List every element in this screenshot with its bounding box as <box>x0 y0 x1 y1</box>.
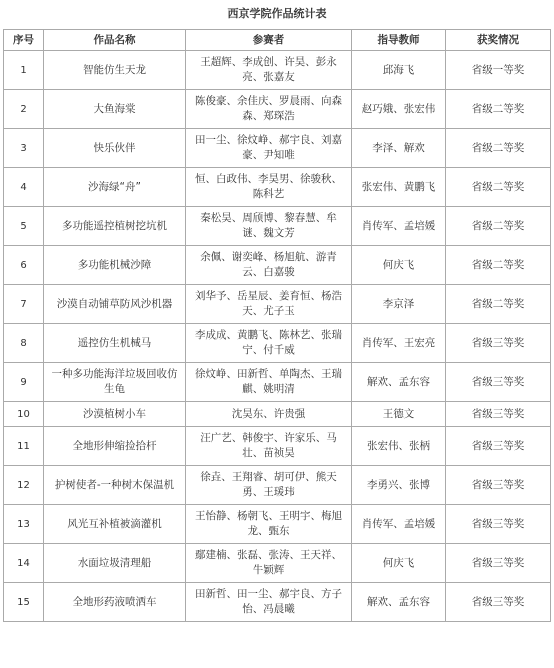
award: 省级二等奖 <box>446 168 551 207</box>
award: 省级二等奖 <box>446 90 551 129</box>
advisors: 赵巧娥、张宏伟 <box>352 90 446 129</box>
participants: 鄢建楠、张磊、张涛、王天祥、牛颖辉 <box>186 544 352 583</box>
participants: 余佩、谢奕峰、杨旭航、游青云、白嘉骏 <box>186 246 352 285</box>
row-number: 2 <box>4 90 44 129</box>
row-number: 6 <box>4 246 44 285</box>
advisors: 肖传军、孟培媛 <box>352 505 446 544</box>
table-row <box>4 129 551 168</box>
work-name: 沙海绿“舟” <box>44 168 186 207</box>
table-row <box>4 505 551 544</box>
participants: 徐垚、王翔睿、胡可伊、熊天勇、王瑗玮 <box>186 466 352 505</box>
table-row <box>4 324 551 363</box>
table-row <box>4 246 551 285</box>
work-name: 多功能遥控植树挖坑机 <box>44 207 186 246</box>
advisors: 张宏伟、黄鹏飞 <box>352 168 446 207</box>
work-name: 风光互补植被滴灌机 <box>44 505 186 544</box>
work-name: 一种多功能海洋垃圾回收仿生龟 <box>44 363 186 402</box>
award: 省级二等奖 <box>446 207 551 246</box>
table-row <box>4 583 551 622</box>
advisors: 李泽、解欢 <box>352 129 446 168</box>
advisors: 解欢、孟东容 <box>352 583 446 622</box>
advisors: 解欢、孟东容 <box>352 363 446 402</box>
work-name: 遥控仿生机械马 <box>44 324 186 363</box>
participants: 王超辉、李成创、许昊、彭永亮、张嘉友 <box>186 51 352 90</box>
participants: 刘华予、岳星辰、姜育恒、杨浩天、尤子玉 <box>186 285 352 324</box>
work-name: 全地形药液喷洒车 <box>44 583 186 622</box>
header-work-name: 作品名称 <box>44 30 186 51</box>
work-name: 多功能机械沙障 <box>44 246 186 285</box>
row-number: 8 <box>4 324 44 363</box>
work-name: 沙漠自动铺草防风沙机器 <box>44 285 186 324</box>
work-name: 沙漠植树小车 <box>44 402 186 427</box>
works-statistics-table <box>3 29 551 622</box>
table-row <box>4 363 551 402</box>
advisors: 肖传军、王宏亮 <box>352 324 446 363</box>
award: 省级二等奖 <box>446 246 551 285</box>
participants: 沈昊东、许贵强 <box>186 402 352 427</box>
row-number: 3 <box>4 129 44 168</box>
row-number: 5 <box>4 207 44 246</box>
table-title: 西京学院作品统计表 <box>227 7 327 20</box>
header-award: 获奖情况 <box>446 30 551 51</box>
table-row <box>4 207 551 246</box>
advisors: 李勇兴、张博 <box>352 466 446 505</box>
award: 省级三等奖 <box>446 427 551 466</box>
row-number: 10 <box>4 402 44 427</box>
participants: 陈俊豪、余佳庆、罗晨雨、向森森、郑琛浩 <box>186 90 352 129</box>
award: 省级三等奖 <box>446 402 551 427</box>
table-header-row <box>4 30 551 51</box>
table-row <box>4 466 551 505</box>
row-number: 11 <box>4 427 44 466</box>
award: 省级二等奖 <box>446 129 551 168</box>
work-name: 护树使者-一种树木保温机 <box>44 466 186 505</box>
work-name: 大鱼海棠 <box>44 90 186 129</box>
row-number: 4 <box>4 168 44 207</box>
row-number: 12 <box>4 466 44 505</box>
award: 省级三等奖 <box>446 544 551 583</box>
header-participants: 参赛者 <box>186 30 352 51</box>
header-advisors: 指导教师 <box>352 30 446 51</box>
advisors: 邱海飞 <box>352 51 446 90</box>
participants: 李成成、黄鹏飞、陈林艺、张瑞宁、付千威 <box>186 324 352 363</box>
advisors: 李京泽 <box>352 285 446 324</box>
table-row <box>4 90 551 129</box>
participants: 汪广艺、韩俊宇、许家乐、马壮、苗祯昊 <box>186 427 352 466</box>
table-row <box>4 402 551 427</box>
row-number: 13 <box>4 505 44 544</box>
work-name: 快乐伙伴 <box>44 129 186 168</box>
participants: 恒、白政伟、李昊男、徐骏秋、陈科艺 <box>186 168 352 207</box>
award: 省级二等奖 <box>446 285 551 324</box>
award: 省级三等奖 <box>446 583 551 622</box>
award: 省级三等奖 <box>446 324 551 363</box>
row-number: 7 <box>4 285 44 324</box>
participants: 秦松昊、周颀博、黎春慧、牟谜、魏文芳 <box>186 207 352 246</box>
table-row <box>4 427 551 466</box>
advisors: 何庆飞 <box>352 544 446 583</box>
award: 省级三等奖 <box>446 505 551 544</box>
advisors: 王德文 <box>352 402 446 427</box>
award: 省级三等奖 <box>446 363 551 402</box>
participants: 徐炆峥、田新哲、单陶杰、王瑞麒、姚明清 <box>186 363 352 402</box>
row-number: 14 <box>4 544 44 583</box>
table-row <box>4 544 551 583</box>
participants: 田新哲、田一尘、郝宇良、方子怡、冯晨曦 <box>186 583 352 622</box>
work-name: 水面垃圾清理船 <box>44 544 186 583</box>
table-row <box>4 168 551 207</box>
award: 省级三等奖 <box>446 466 551 505</box>
participants: 王怡静、杨朝飞、王明宇、梅旭龙、甄东 <box>186 505 352 544</box>
row-number: 9 <box>4 363 44 402</box>
row-number: 1 <box>4 51 44 90</box>
table-row <box>4 51 551 90</box>
header-number: 序号 <box>4 30 44 51</box>
work-name: 智能仿生天龙 <box>44 51 186 90</box>
work-name: 全地形伸缩捡拾杆 <box>44 427 186 466</box>
table-row <box>4 285 551 324</box>
advisors: 肖传军、孟培媛 <box>352 207 446 246</box>
advisors: 何庆飞 <box>352 246 446 285</box>
participants: 田一尘、徐炆峥、郝宇良、刘嘉豪、尹知唯 <box>186 129 352 168</box>
advisors: 张宏伟、张柄 <box>352 427 446 466</box>
award: 省级一等奖 <box>446 51 551 90</box>
row-number: 15 <box>4 583 44 622</box>
